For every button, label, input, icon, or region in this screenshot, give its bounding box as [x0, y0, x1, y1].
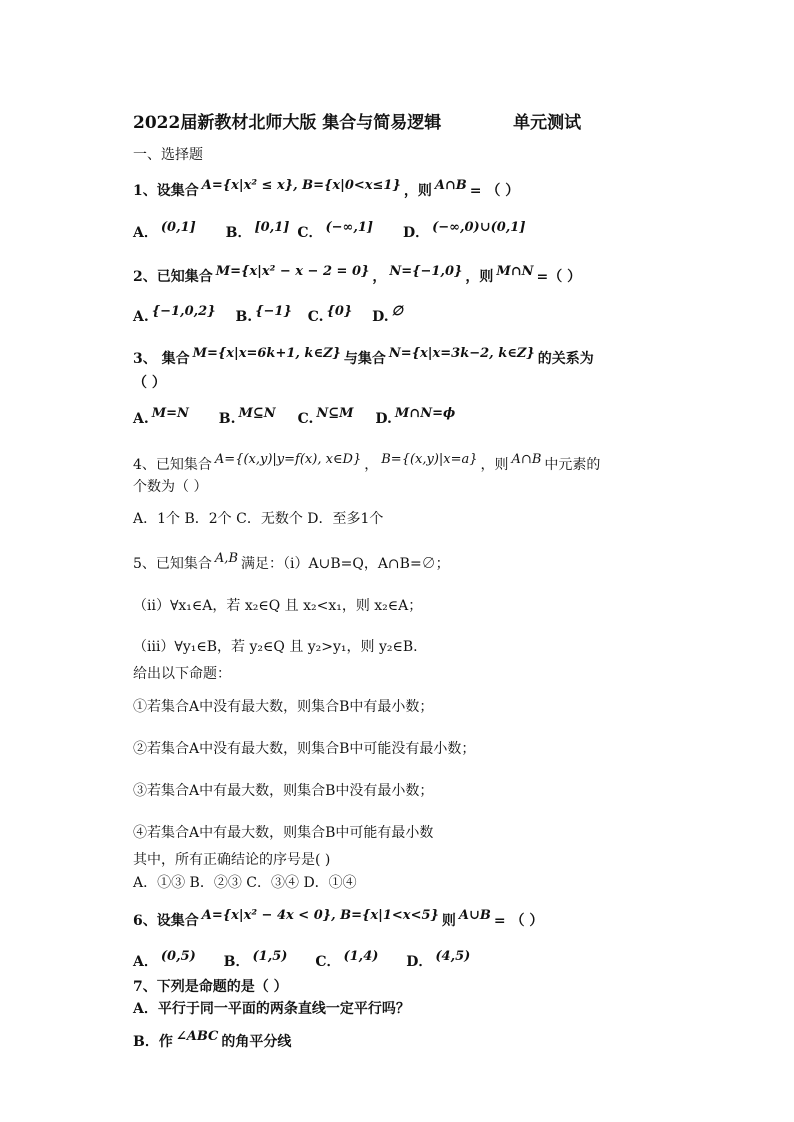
q4-tail: 中元素的	[544, 457, 601, 473]
q2-options	[133, 304, 406, 327]
q2-then: ，则	[465, 269, 494, 285]
question-3	[133, 346, 594, 369]
q2-opt-a-label: A.	[133, 309, 149, 325]
q2-mid: ，	[372, 269, 387, 285]
q3-options	[133, 406, 458, 429]
q3-opt-b: M⊆N	[238, 406, 276, 421]
q1-label: 1、设集合	[133, 183, 199, 199]
q1-tail: = （ ）	[469, 183, 520, 199]
title-right-text: 单元测试	[513, 113, 582, 133]
q4-line2: 个数为（ ）	[133, 479, 208, 495]
q7-b-math: ∠ABC	[175, 1029, 219, 1044]
q1-opt-d-label: D．	[402, 225, 430, 241]
q3-tail: 的关系为	[537, 351, 594, 367]
q1-then: ，则	[403, 183, 432, 199]
q4-math-b: B={(x,y)|x=a}	[381, 452, 478, 467]
q6-options	[133, 949, 473, 972]
q6-math-a: A={x|x² − 4x < 0}, B={x|1<x<5}	[201, 908, 439, 923]
q6-then: 则	[441, 913, 456, 929]
q2-opt-d: ∅	[391, 304, 403, 319]
q1-opt-d: (−∞,0)∪(0,1]	[432, 220, 526, 235]
q2-math-b: N={−1,0}	[389, 264, 463, 279]
q7-b-pre: B．作	[133, 1034, 173, 1050]
question-2	[133, 264, 582, 287]
q2-math-a: M={x|x² − x − 2 = 0}	[215, 264, 370, 279]
question-5	[133, 551, 450, 574]
q2-tail: =（ ）	[536, 269, 582, 285]
q6-opt-c: (1,4)	[343, 949, 379, 964]
q6-math-b: A∪B	[458, 908, 491, 923]
q6-opt-a-label: A．	[133, 954, 158, 970]
q7-option-a: A．平行于同一平面的两条直线一定平行吗？	[133, 1001, 410, 1017]
question-1	[133, 178, 520, 201]
question-6	[133, 908, 544, 931]
q3-opt-b-label: B.	[218, 411, 236, 427]
q2-math-c: M∩N	[496, 264, 534, 279]
q6-opt-b: (1,5)	[252, 949, 288, 964]
q2-opt-c: {0}	[326, 304, 353, 319]
q3-opt-c: N⊆M	[316, 406, 354, 421]
q4-label: 4、已知集合	[133, 457, 212, 473]
q5-condition-iii: （ⅲ）∀y₁∈B，若 y₂∈Q 且 y₂>y₁，则 y₂∈B.	[133, 639, 418, 655]
q1-math-a: A={x|x² ≤ x}, B={x|0<x≤1}	[201, 178, 401, 193]
q1-opt-a-label: A．	[133, 225, 158, 241]
q7-option-b	[133, 1029, 292, 1052]
q4-then: ，则	[480, 457, 509, 473]
question-7: 7、下列是命题的是（ ）	[133, 979, 288, 995]
q5-options: A．①③ B．②③ C．③④ D．①④	[133, 875, 357, 891]
section-heading: 一、选择题	[133, 147, 203, 163]
page-title	[133, 114, 581, 132]
q5-label: 5、已知集合	[133, 556, 212, 572]
question-4	[133, 452, 601, 475]
q6-opt-b-label: B．	[223, 954, 250, 970]
q3-opt-a: M=N	[151, 406, 189, 421]
q1-opt-c-label: C．	[297, 225, 323, 241]
q2-label: 2、已知集合	[133, 269, 213, 285]
q5-intro: 给出以下命题：	[133, 666, 231, 682]
q1-opt-b-label: B．	[225, 225, 252, 241]
q3-math-b: N={x|x=3k−2, k∈Z}	[388, 346, 535, 361]
q1-options	[133, 220, 529, 243]
q2-opt-d-label: D.	[372, 309, 389, 325]
q3-math-a: M={x|x=6k+1, k∈Z}	[192, 346, 341, 361]
q5-proposition-3: ③若集合A中有最大数，则集合B中没有最小数；	[133, 783, 434, 799]
q6-tail: = （ ）	[493, 913, 544, 929]
q3-paren: （ ）	[133, 375, 166, 391]
q5-proposition-4: ④若集合A中有最大数，则集合B中可能有最小数	[133, 825, 434, 841]
q2-opt-b-label: B.	[235, 309, 253, 325]
q4-math-a: A={(x,y)|y=f(x), x∈D}	[214, 452, 362, 467]
q3-opt-c-label: C.	[297, 411, 314, 427]
q6-label: 6、设集合	[133, 913, 199, 929]
q4-math-c: A∩B	[511, 452, 542, 467]
q6-opt-d: (4,5)	[435, 949, 471, 964]
q3-opt-d: M∩N=ϕ	[394, 406, 456, 421]
q1-opt-b: [0,1]	[254, 220, 290, 235]
q4-options: A．1个 B．2个 C．无数个 D．至多1个	[133, 511, 384, 527]
q5-ask: 其中，所有正确结论的序号是( )	[133, 852, 331, 868]
q5-math-a: A,B	[214, 551, 238, 566]
q3-label: 3、 集合	[133, 351, 190, 367]
q7-b-post: 的角平分线	[221, 1034, 292, 1050]
q1-opt-c: (−∞,1]	[325, 220, 374, 235]
q2-opt-b: {−1}	[255, 304, 292, 319]
q2-opt-a: {−1,0,2}	[151, 304, 216, 319]
q2-opt-c-label: C.	[307, 309, 324, 325]
q4-mid: ，	[364, 457, 379, 473]
q3-opt-a-label: A.	[133, 411, 149, 427]
q5-proposition-2: ②若集合A中没有最大数，则集合B中可能没有最小数；	[133, 741, 476, 757]
q5-tail: 满足：（ⅰ）A∪B=Q，A∩B=∅；	[241, 556, 450, 572]
title-text: 2022届新教材北师大版 集合与简易逻辑	[133, 113, 442, 133]
q1-math-b: A∩B	[434, 178, 467, 193]
q5-condition-ii: （ⅱ）∀x₁∈A，若 x₂∈Q 且 x₂<x₁，则 x₂∈A；	[133, 598, 423, 614]
q3-opt-d-label: D.	[375, 411, 392, 427]
q6-opt-d-label: D．	[406, 954, 433, 970]
q6-opt-c-label: C．	[315, 954, 341, 970]
q1-opt-a: (0,1]	[160, 220, 196, 235]
q3-mid: 与集合	[343, 351, 386, 367]
q6-opt-a: (0,5)	[160, 949, 196, 964]
q5-proposition-1: ①若集合A中没有最大数，则集合B中有最小数；	[133, 699, 434, 715]
